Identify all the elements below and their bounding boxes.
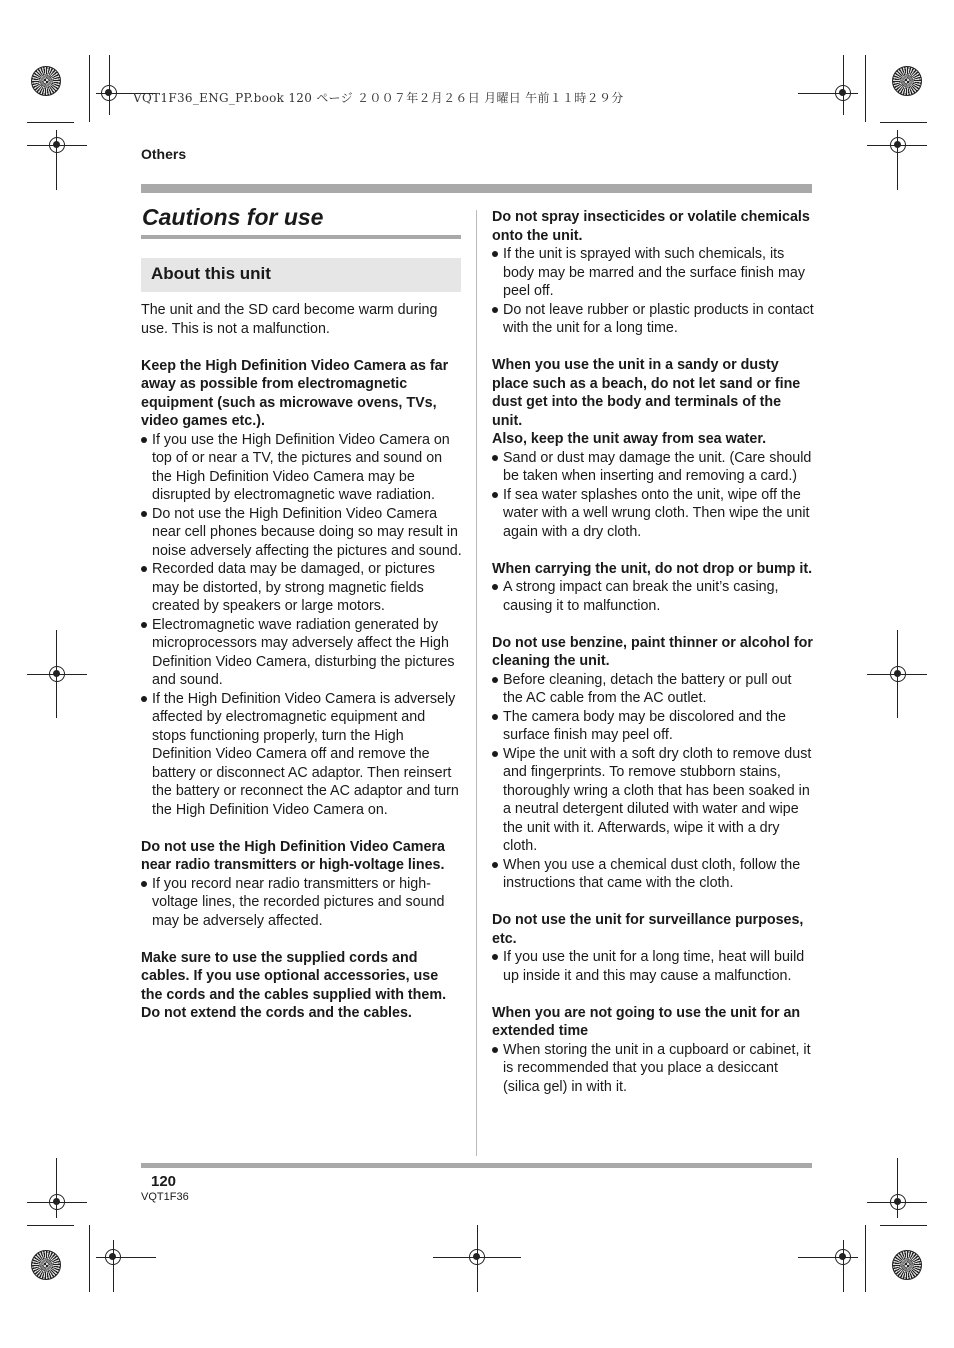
caution-list: [492, 449, 814, 542]
caution-heading: Make sure to use the supplied cords and cables. If you use optional accessories, use the cords and the cables supplied with them. Do not extend the cords and the cables.: [141, 949, 447, 1021]
registration-wheel-icon: [892, 1250, 922, 1280]
list-item: If you use the High Definition Video Camera on top of or near a TV, the pictures and sound on the High Definition Video Camera may be disrupted by electromagnetic wave radiation.: [141, 431, 463, 505]
caution-heading: When you use the unit in a sandy or dusty place such as a beach, do not let sand or fine dust get into the body and terminals of the unit.: [492, 357, 801, 429]
list-item: Do not leave rubber or plastic products in contact with the unit for a long time.: [492, 301, 814, 338]
caution-heading: Do not use benzine, paint thinner or alcohol for cleaning the unit.: [492, 634, 813, 669]
list-item: Before cleaning, detach the battery or pull out the AC cable from the AC outlet.: [492, 671, 814, 708]
list-item: Electromagnetic wave radiation generated by microprocessors may adversely affect the High Definition Video Camera, disturbing the pictures and sound.: [141, 616, 463, 690]
subheading-box: [141, 258, 461, 292]
list-item: Do not use the High Definition Video Camera near cell phones because doing so may result in noise adversely affecting the pictures and sound.: [141, 505, 463, 561]
list-item: If you use the unit for a long time, heat will build up inside it and this may cause a malfunction.: [492, 948, 814, 985]
caution-list: [492, 948, 814, 985]
list-item: If sea water splashes onto the unit, wipe off the water with a well wrung cloth. Then wipe the unit again with a dry cloth.: [492, 486, 814, 542]
list-item: A strong impact can break the unit’s casing, causing it to malfunction.: [492, 578, 814, 615]
caution-heading: Also, keep the unit away from sea water.: [492, 431, 767, 447]
column-divider: [476, 210, 477, 1156]
caution-list: [141, 875, 463, 931]
subheading: About this unit: [151, 264, 271, 283]
right-column: [492, 208, 814, 1115]
left-column: [141, 301, 463, 1023]
caution-list: [492, 671, 814, 893]
registration-wheel-icon: [892, 66, 922, 96]
title-rule: [141, 235, 461, 239]
list-item: The camera body may be discolored and the surface finish may peel off.: [492, 708, 814, 745]
list-item: If the unit is sprayed with such chemicals, its body may be marred and the surface finish may peel off.: [492, 245, 814, 301]
caution-list: [492, 578, 814, 615]
registration-wheel-icon: [31, 66, 61, 96]
section-label: Others: [141, 146, 187, 162]
caution-heading: Do not use the High Definition Video Camera near radio transmitters or high-voltage lines.: [141, 838, 445, 873]
print-file-info: VQT1F36_ENG_PP.book 120 ページ ２００７年２月２６日 月曜日 午前１１時２９分: [133, 91, 624, 105]
list-item: Recorded data may be damaged, or pictures may be distorted, by strong magnetic fields created by speakers or large motors.: [141, 560, 463, 616]
caution-heading: When you are not going to use the unit for an extended time: [492, 1004, 801, 1039]
caution-list: [492, 1041, 814, 1097]
footer-rule: [141, 1163, 812, 1168]
document-code: VQT1F36: [141, 1191, 189, 1203]
list-item: Sand or dust may damage the unit. (Care should be taken when inserting and removing a card.): [492, 449, 814, 486]
list-item: When you use a chemical dust cloth, follow the instructions that came with the cloth.: [492, 856, 814, 893]
list-item: When storing the unit in a cupboard or cabinet, it is recommended that you place a desiccant (silica gel) in with it.: [492, 1041, 814, 1097]
caution-list: [141, 431, 463, 820]
intro-paragraph: The unit and the SD card become warm during use. This is not a malfunction.: [141, 302, 438, 337]
caution-heading: When carrying the unit, do not drop or bump it.: [492, 560, 813, 577]
list-item: Wipe the unit with a soft dry cloth to remove dust and fingerprints. To remove stubborn stains, thoroughly wring a cloth that has been soaked in a neutral detergent diluted with water and wipe the unit with it. Afterwards, wipe it with a dry cloth.: [492, 745, 814, 856]
list-item: If you record near radio transmitters or high-voltage lines, the recorded pictures and sound may be adversely affected.: [141, 875, 463, 931]
page-number: 120: [151, 1173, 177, 1190]
caution-heading: Do not use the unit for surveillance purposes, etc.: [492, 912, 804, 947]
header-rule: [141, 184, 812, 193]
list-item: If the High Definition Video Camera is adversely affected by electromagnetic equipment and stops functioning properly, turn the High Definition Video Camera off and remove the battery or disconnect AC adaptor. Then reinsert the battery or reconnect the AC adaptor and turn the High Definition Video Camera on.: [141, 690, 463, 820]
caution-heading: Keep the High Definition Video Camera as far away as possible from electromagnetic equipment (such as microwave ovens, TVs, video games etc.).: [141, 357, 449, 429]
registration-wheel-icon: [31, 1250, 61, 1280]
caution-list: [492, 245, 814, 338]
page-title: Cautions for use: [142, 204, 324, 230]
caution-heading: Do not spray insecticides or volatile chemicals onto the unit.: [492, 209, 810, 244]
